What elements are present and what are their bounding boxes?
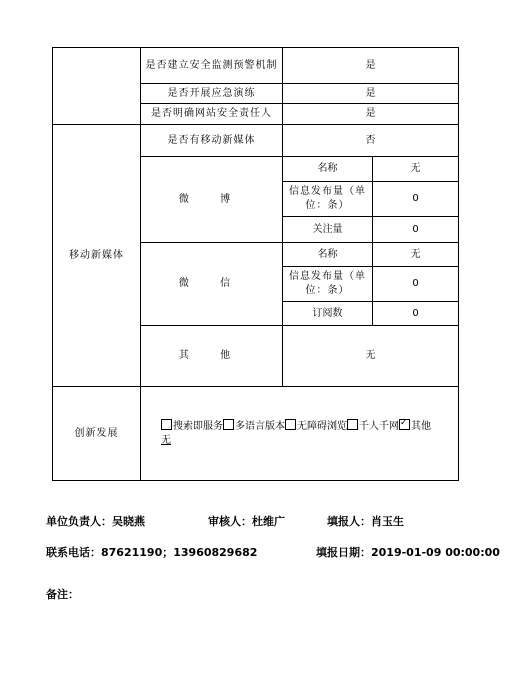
has-media-label: 是否有移动新媒体: [141, 125, 283, 157]
checkbox-accessibility[interactable]: [285, 419, 296, 430]
weibo-name-label: 名称: [283, 157, 373, 182]
innovation-options: [141, 387, 459, 481]
owner-label: 是否明确网站安全责任人: [141, 104, 283, 125]
checkbox-other[interactable]: [399, 419, 410, 430]
media-section-label: 移动新媒体: [53, 125, 141, 387]
weibo-follow-value: 0: [373, 217, 459, 243]
fill-date: 填报日期：2019-01-09 00:00:00: [316, 546, 500, 559]
checkbox-search-service[interactable]: [161, 419, 172, 430]
innovation-other-value: 无: [161, 435, 171, 446]
filler: 填报人：肖玉生: [327, 515, 404, 528]
drill-value: 是: [283, 84, 459, 104]
weibo-name-value: 无: [373, 157, 459, 182]
monitor-value: 是: [283, 48, 459, 84]
remarks-label: 备注：: [46, 588, 79, 601]
reviewer: 审核人：杜维广: [208, 515, 285, 528]
wechat-posts-label: 信息发布量（单位：条）: [283, 267, 373, 302]
wechat-subs-label: 订阅数: [283, 302, 373, 326]
weibo-label: 微 博: [141, 157, 283, 243]
weibo-posts-value: 0: [373, 182, 459, 217]
weibo-posts-label: 信息发布量（单位：条）: [283, 182, 373, 217]
drill-label: 是否开展应急演练: [141, 84, 283, 104]
owner-value: 是: [283, 104, 459, 125]
wechat-name-value: 无: [373, 243, 459, 267]
checkbox-personalized[interactable]: [347, 419, 358, 430]
wechat-name-label: 名称: [283, 243, 373, 267]
report-table: [52, 47, 459, 481]
option-multilingual[interactable]: 多语言版本: [223, 421, 285, 432]
monitor-label: 是否建立安全监测预警机制: [141, 48, 283, 84]
checkbox-multilingual[interactable]: [223, 419, 234, 430]
innovation-label: 创新发展: [53, 387, 141, 481]
other-media-value: 无: [283, 326, 459, 387]
wechat-label: 微 信: [141, 243, 283, 326]
wechat-posts-value: 0: [373, 267, 459, 302]
other-media-label: 其 他: [141, 326, 283, 387]
unit-head: 单位负责人：吴晓燕: [46, 515, 145, 528]
security-section-cell: [53, 48, 141, 125]
option-personalized[interactable]: 千人千网: [347, 421, 399, 432]
has-media-value: 否: [283, 125, 459, 157]
weibo-follow-label: 关注量: [283, 217, 373, 243]
option-other[interactable]: ✓ 其他: [399, 421, 431, 432]
contact-phone: 联系电话：87621190；13960829682: [46, 546, 258, 559]
wechat-subs-value: 0: [373, 302, 459, 326]
option-accessibility[interactable]: 无障碍浏览: [285, 421, 347, 432]
option-search-service[interactable]: 搜索即服务: [161, 421, 223, 432]
